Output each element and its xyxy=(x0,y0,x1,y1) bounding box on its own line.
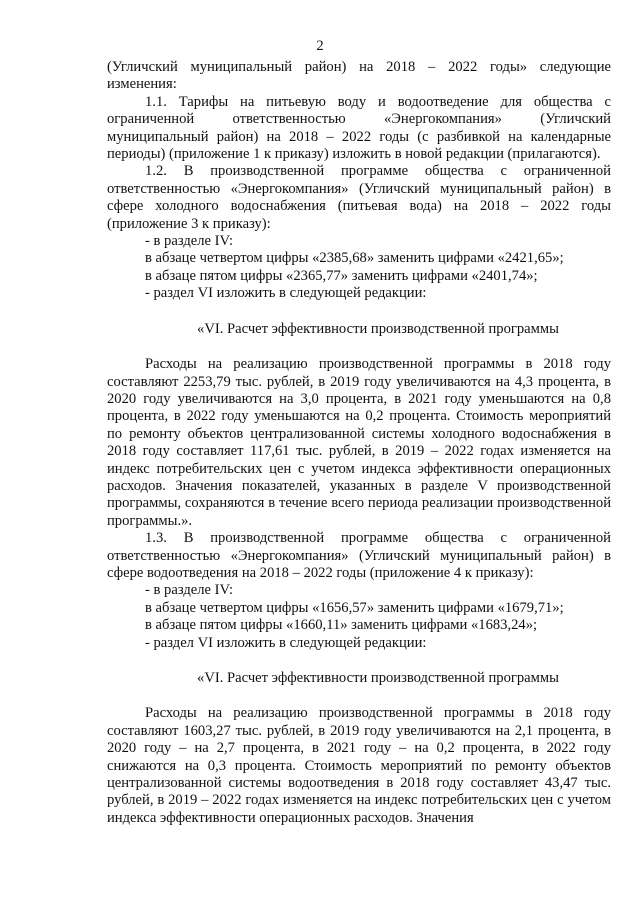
calc-paragraph: Расходы на реализацию производственной программы в 2018 году составляют 2253,79 тыс. рублей, в 2019 году увеличиваются на 4,3 процента, в 2020 году увеличиваются на 3,0 процента, в 2021 году уменьшаются на 0,8 процента, в 2022 году уменьшаются на 0,2 процента. Стоимость мероприятий по ремонту объектов централизованной системы холодного водоснабжения в 2018 году составляет 117,61 тыс. рублей, в 2019 – 2022 годах изменяется на индекс потребительских цен с учетом индекса эффективности операционных расходов. Значения показателей, указанных в разделе V производственной программы, сохраняются в течение всего периода реализации производственной программы.». xyxy=(107,356,611,529)
list-item: - в разделе IV: xyxy=(145,582,234,599)
item-1-2-paragraph: 1.2. В производственной программе общества с ограниченной ответственностью «Энергокомпания» (Угличский муниципальный район) в сфере холодного водоснабжения (питьевая вода) на 2018 – 2022 годы (приложение 3 к приказу): xyxy=(107,163,611,232)
calc-paragraph: Расходы на реализацию производственной программы в 2018 году составляют 1603,27 тыс. рублей, в 2019 году увеличиваются на 2,1 процента, в 2020 году – на 2,7 процента, в 2021 году – на 0,2 процента, в 2022 году снижаются на 0,3 процента. Стоимость мероприятий по ремонту объектов централизованной системы водоотведения в 2018 году составляет 43,47 тыс. рублей, в 2019 – 2022 годах изменяется на индекс потребительских цен с учетом индекса эффективности операционных расходов. Значения xyxy=(107,705,611,826)
section-heading: «VI. Расчет эффективности производственной программы xyxy=(197,320,559,337)
item-1-3-changes xyxy=(107,582,611,652)
page-number: 2 xyxy=(316,38,324,54)
list-item: в абзаце четвертом цифры «1656,57» заменить цифрами «1679,71»; xyxy=(145,599,564,616)
document-body xyxy=(107,59,611,827)
item-1-2-changes xyxy=(107,233,611,303)
item-1-1-paragraph: 1.1. Тарифы на питьевую воду и водоотведение для общества с ограниченной ответственностью «Энергокомпания» (Угличский муниципальный район) на 2018 – 2022 годы (с разбивкой на календарные периоды) (приложение 1 к приказу) изложить в новой редакции (прилагаются). xyxy=(107,93,611,163)
list-item: - раздел VI изложить в следующей редакции: xyxy=(145,634,427,651)
list-item: - раздел VI изложить в следующей редакции: xyxy=(145,285,427,302)
list-item: в абзаце пятом цифры «1660,11» заменить цифрами «1683,24»; xyxy=(145,617,538,634)
list-item: в абзаце пятом цифры «2365,77» заменить цифрами «2401,74»; xyxy=(145,267,538,284)
intro-paragraph: (Угличский муниципальный район) на 2018 – 2022 годы» следующие изменения: xyxy=(107,59,611,93)
list-item: - в разделе IV: xyxy=(145,233,234,250)
section-heading: «VI. Расчет эффективности производственной программы xyxy=(197,670,559,686)
list-item: в абзаце четвертом цифры «2385,68» заменить цифрами «2421,65»; xyxy=(145,250,564,267)
item-1-3-paragraph: 1.3. В производственной программе общества с ограниченной ответственностью «Энергокомпания» (Угличский муниципальный район) в сфере водоотведения на 2018 – 2022 годы (приложение 4 к приказу): xyxy=(107,530,611,581)
